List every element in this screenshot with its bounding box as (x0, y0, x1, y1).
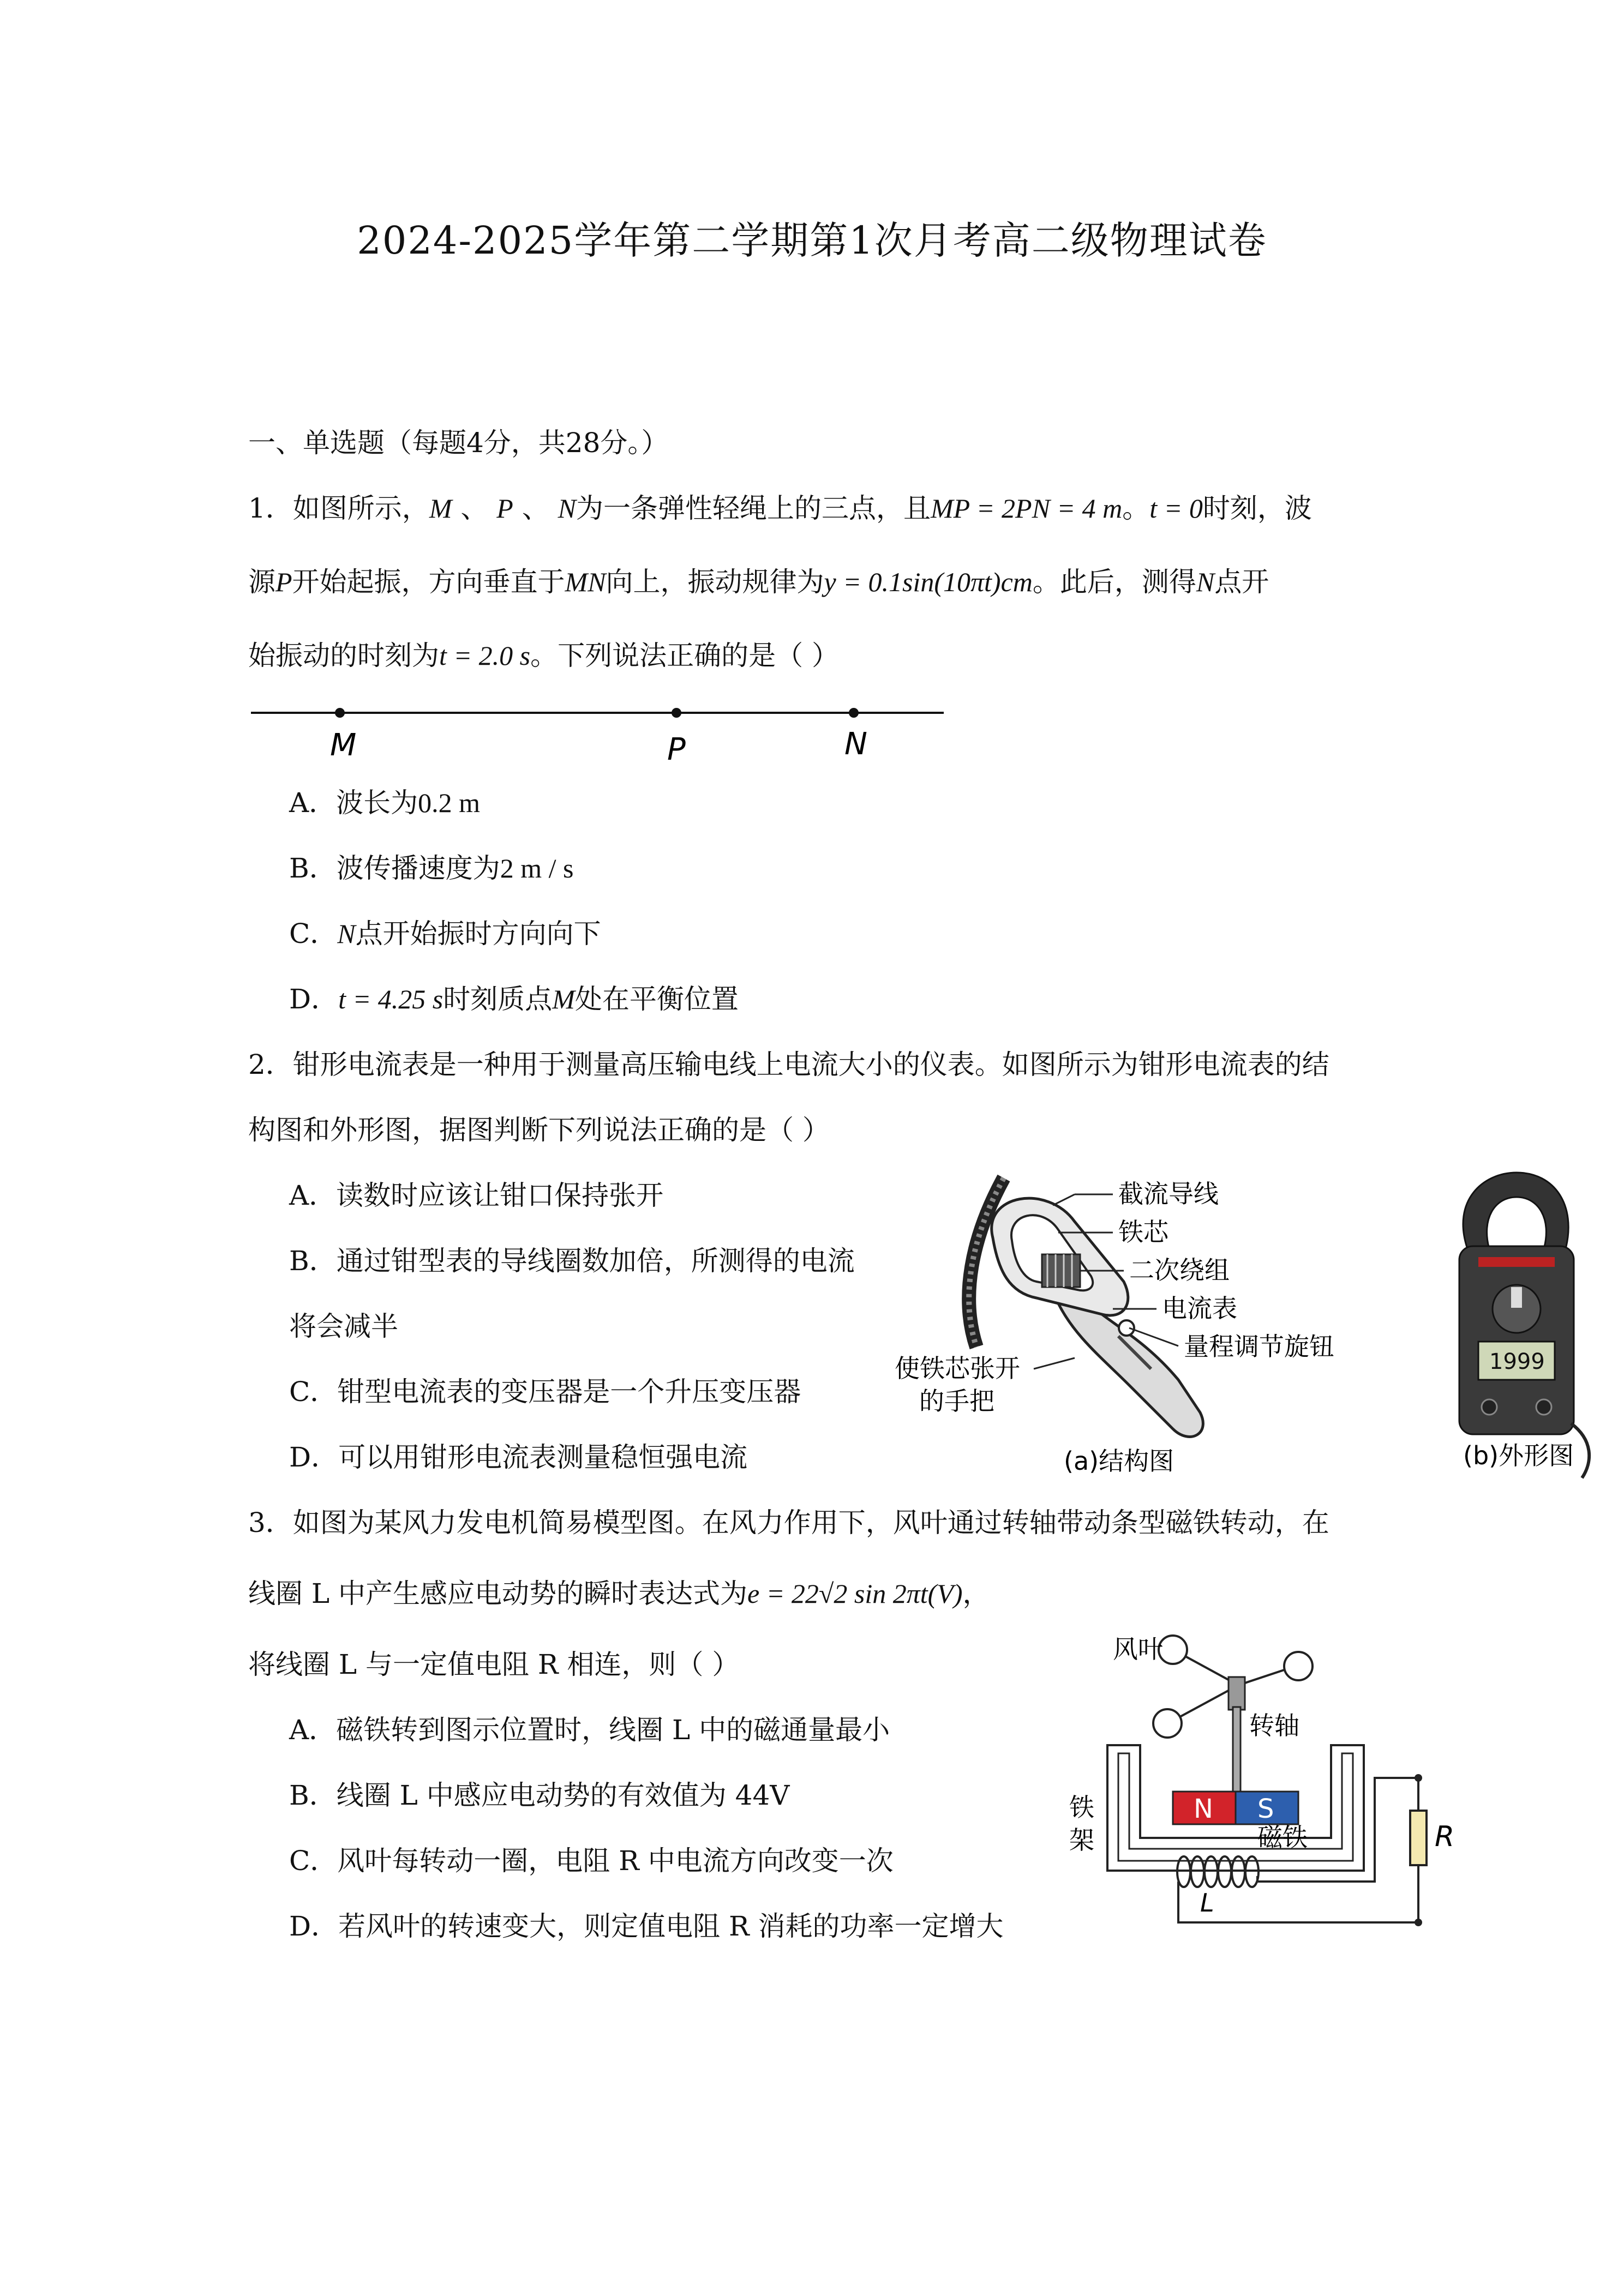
q3-label-s: S (1257, 1794, 1274, 1824)
q3-line-3: 将线圈 L 与一定值电阻 R 相连，则（ ） (248, 1649, 740, 1680)
q2-line-1: 2．钳形电流表是一种用于测量高压输电线上电流大小的仪表。如图所示为钳形电流表的结 (248, 1049, 1329, 1080)
q2-label-handle-2: 的手把 (919, 1386, 994, 1416)
q2-label-range-knob: 量程调节旋钮 (1184, 1332, 1334, 1361)
q3-label-n: N (1194, 1794, 1213, 1824)
q1-text: 。下列说法正确的是（ ） (530, 640, 839, 671)
q1-fig-label-m: M (330, 728, 357, 763)
q1-line-3 (248, 638, 839, 673)
q1-text: 1．如图所示， (248, 492, 429, 524)
q1-text: 源 (248, 566, 275, 598)
q1-text: 开始起振，方向垂直于 (292, 566, 565, 598)
q1-eq-y: y = 0.1sin(10πt)cm (824, 567, 1033, 597)
q1-fig-label-p: P (667, 732, 686, 767)
q3-label-magnet: 磁铁 (1257, 1823, 1308, 1852)
q3-generator-figure (1069, 1625, 1495, 1952)
q1-var-p: P (496, 493, 513, 524)
q3-option-c: C．风叶每转动一圈，电阻 R 中电流方向改变一次 (289, 1845, 894, 1877)
q2-caption-structure: (a)结构图 (1064, 1446, 1174, 1476)
section-heading: 一、单选题（每题4分，共28分。） (248, 427, 669, 459)
q2-label-core: 铁芯 (1118, 1217, 1168, 1247)
q2-option-b-cont: 将会减半 (289, 1311, 398, 1342)
q3-option-a: A．磁铁转到图示位置时，线圈 L 中的磁通量最小 (289, 1714, 890, 1746)
q1-option-text: C． (289, 918, 338, 949)
q3-label-frame-1: 铁 (1069, 1793, 1094, 1822)
exam-title: 2024-2025学年第二学期第1次月考高二级物理试卷 (357, 218, 1267, 263)
q1-option-value: t = 4.25 s (338, 984, 444, 1014)
q3-eq-emf: e = 22√2 sin 2πt(V) (747, 1578, 963, 1609)
q2-meter-reading: 1999 (1489, 1349, 1545, 1374)
q1-var-m: M (429, 493, 452, 524)
q1-var-p: P (275, 567, 292, 597)
q2-caption-appearance: (b)外形图 (1463, 1441, 1574, 1470)
q1-eq-mp: MP = 2PN = 4 m (931, 493, 1123, 524)
q1-text: 为一条弹性轻绳上的三点，且 (576, 492, 931, 524)
q1-var-mn: MN (565, 567, 606, 597)
q2-option-b: B．通过钳型表的导线圈数加倍，所测得的电流 (289, 1245, 855, 1277)
q3-label-shaft: 转轴 (1249, 1711, 1299, 1740)
q1-option-text: 处在平衡位置 (574, 983, 739, 1015)
q3-label-r: R (1435, 1820, 1455, 1853)
q1-text: 时刻，波 (1202, 492, 1312, 524)
q1-option-value: M (552, 984, 575, 1014)
q1-option-value: 2 m / s (500, 853, 574, 883)
q1-line-2 (248, 564, 1269, 599)
q1-fig-label-n: N (844, 726, 867, 762)
q2-structure-figure (895, 1173, 1418, 1483)
q1-text: 。此后，测得 (1032, 566, 1196, 598)
q2-line-2: 构图和外形图，据图判断下列说法正确的是（ ） (248, 1114, 830, 1146)
q3-blade-icon (1284, 1652, 1313, 1680)
q1-option-value: N (337, 918, 356, 949)
q3-option-b: B．线圈 L 中感应电动势的有效值为 44V (289, 1780, 790, 1811)
q1-option-b (289, 851, 574, 886)
q1-text: 向上，振动规律为 (606, 566, 824, 598)
q1-option-value: 0.2 m (418, 788, 481, 818)
q2-appearance-figure (1429, 1167, 1604, 1483)
q1-option-text: B．波传播速度为 (289, 852, 500, 884)
q1-option-text: 时刻质点 (443, 983, 553, 1015)
q3-blade-icon (1153, 1709, 1182, 1738)
q1-option-c (289, 916, 601, 951)
q1-option-text: A．波长为 (289, 787, 418, 819)
q2-label-ammeter: 电流表 (1162, 1294, 1237, 1323)
q3-resistor (1410, 1811, 1427, 1865)
q3-text: 线圈 L 中产生感应电动势的瞬时表达式为 (248, 1578, 747, 1609)
q1-text: 点开 (1214, 566, 1269, 598)
q2-label-handle-1: 使铁芯张开 (895, 1354, 1020, 1383)
q1-text: 。 (1122, 492, 1150, 524)
q2-label-wire: 截流导线 (1118, 1179, 1219, 1209)
q1-sep: 、 (460, 492, 488, 524)
q1-sep: 、 (522, 492, 549, 524)
q1-option-text: D． (289, 983, 339, 1015)
q1-var-n: N (1196, 567, 1215, 597)
q1-option-a (289, 785, 480, 820)
q1-text: 始振动的时刻为 (248, 640, 439, 671)
q3-label-frame-2: 架 (1069, 1825, 1094, 1855)
q2-option-d: D．可以用钳形电流表测量稳恒强电流 (289, 1441, 748, 1473)
q1-rope-figure (248, 690, 957, 772)
q3-text: ， (962, 1578, 990, 1609)
q2-option-c: C．钳型电流表的变压器是一个升压变压器 (289, 1376, 801, 1408)
q1-var-n: N (558, 493, 576, 524)
q1-eq-t0: t = 0 (1149, 493, 1203, 524)
q3-label-coil: L (1200, 1888, 1214, 1918)
q3-label-blade: 风叶 (1113, 1634, 1163, 1664)
q1-eq-t2: t = 2.0 s (439, 640, 531, 671)
q1-option-d (289, 982, 739, 1017)
q3-line-1: 3．如图为某风力发电机简易模型图。在风力作用下，风叶通过转轴带动条型磁铁转动，在 (248, 1507, 1329, 1538)
q2-label-winding: 二次绕组 (1129, 1255, 1230, 1285)
q3-line-2 (248, 1576, 990, 1611)
q1-option-text: 点开始振时方向向下 (355, 918, 601, 949)
q2-option-a: A．读数时应该让钳口保持张开 (289, 1180, 664, 1211)
q3-option-d: D．若风叶的转速变大，则定值电阻 R 消耗的功率一定增大 (289, 1910, 1004, 1942)
q1-line-1 (248, 491, 1312, 526)
